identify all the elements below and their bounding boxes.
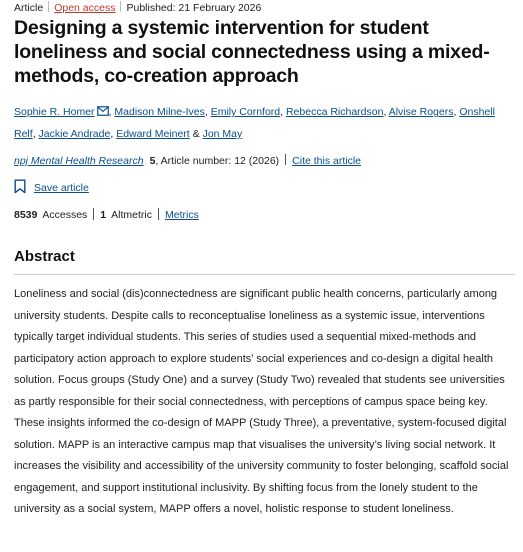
author-link[interactable]: Jon May [202,128,243,140]
altmetric-label: Altmetric [111,209,152,221]
author-separator: & [189,128,203,140]
divider [93,208,94,220]
author-separator: , [108,106,115,118]
accesses-label: Accesses [42,209,88,221]
volume: 5 [149,155,156,167]
author-separator: , [204,106,211,118]
bookmark-icon [14,179,26,197]
open-access-link[interactable]: Open access [54,2,116,14]
author-list [14,102,519,145]
author-link[interactable]: Onshell Relf [14,106,495,140]
divider [48,1,49,12]
author-link[interactable]: Sophie R. Homer [14,106,95,118]
published-date: Published: 21 February 2026 [126,2,262,14]
article-number: , Article number: 12 (2026) [155,155,280,167]
author-separator: , [32,128,39,140]
metrics-link[interactable]: Metrics [164,209,199,221]
author-separator: , [453,106,460,118]
save-article-button[interactable] [14,179,89,197]
divider [285,154,286,165]
metrics-bar [14,208,199,221]
journal-link[interactable]: npj Mental Health Research [14,155,144,167]
author-link[interactable]: Alvise Rogers [388,106,454,118]
author-link[interactable]: Jackie Andrade [38,128,111,140]
author-separator: , [110,128,117,140]
article-meta [14,1,261,14]
cite-article-link[interactable]: Cite this article [292,155,362,167]
save-article-label: Save article [34,182,89,194]
author-link[interactable]: Edward Meinert [116,128,190,140]
author-separator: , [280,106,286,118]
altmetric-count: 1 [100,209,107,221]
author-separator: , [383,106,389,118]
citation-line [14,154,361,167]
article-title: Designing a systemic intervention for student loneliness and social connectedness using a mixed-methods, co-creation approach [14,17,490,87]
author-link[interactable]: Madison Milne-Ives [114,106,205,118]
author-link[interactable]: Rebecca Richardson [285,106,384,118]
abstract-heading: Abstract [14,248,75,265]
mail-icon[interactable] [97,103,109,124]
divider [120,1,121,12]
abstract-text: Loneliness and social (dis)connectedness are significant public health concerns, particularly among university students. Despite calls to reconceptualise loneliness as a systemic issue, interventions typically target individual students. This series of studies used a sequential mixed-methods and participatory action approach to explore students’ social experiences and co-design a digital health solution. Focus groups (Study One) and a survey (Study Two) revealed that students see universities as partly responsible for their social connectedness, with perceptions of campus space being key. These insights informed the co-design of MAPP (Study Three), a preventative, system-focused digital solution. MAPP is an interactive campus map that visualises the university’s living social network. It increases the visibility and accessibility of the university community to foster belonging, scaffold social engagement, and support institutional inclusivity. By shifting focus from the lonely student to the university as a social system, MAPP offers a novel, holistic response to student loneliness. [14,288,509,515]
accesses-count: 8539 [14,209,38,221]
author-link[interactable]: Emily Cornford [210,106,281,118]
section-divider [14,274,515,275]
divider [158,208,159,220]
article-type: Article [14,2,44,14]
